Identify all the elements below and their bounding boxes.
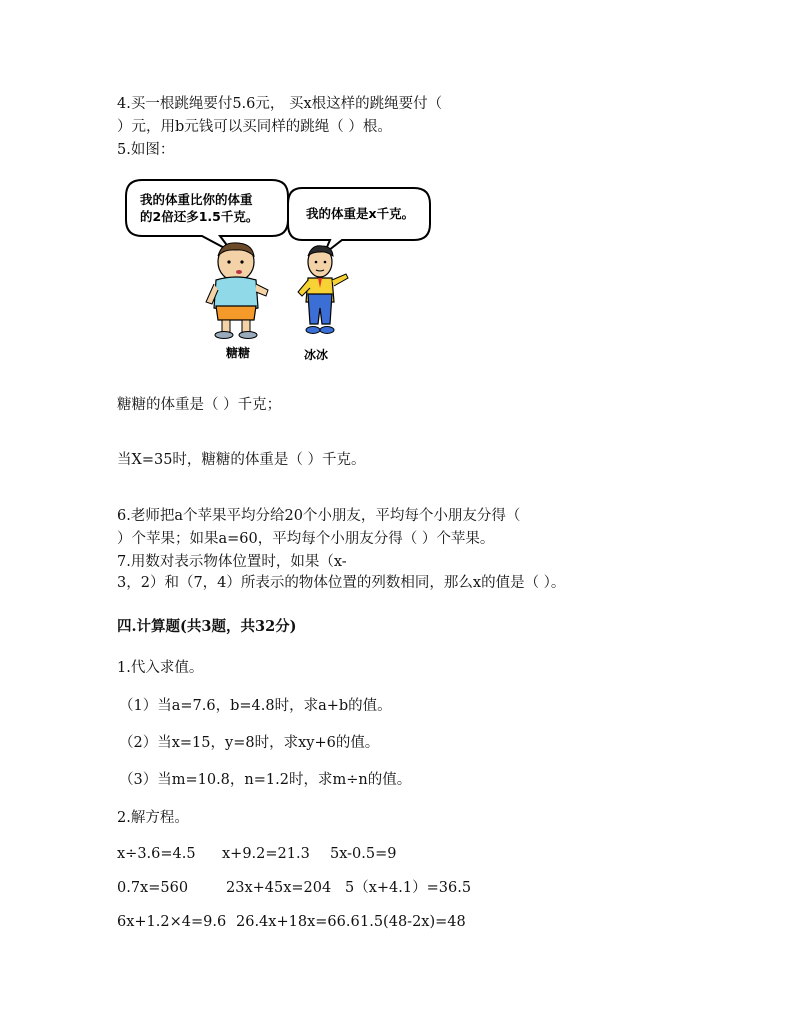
q6-line-1: 6.老师把a个苹果平均分给20个小朋友，平均每个小朋友分得（: [117, 508, 521, 524]
problem-1-item-3: （3）当m=10.8，n=1.2时，求m÷n的值。: [119, 772, 412, 788]
equation-1-1: x÷3.6=4.5: [117, 846, 196, 862]
equation-2-2: 23x+45x=204: [226, 880, 332, 896]
equation-3-3: 1.5(48-2x)=48: [360, 914, 466, 930]
q6-line-2: ）个苹果；如果a=60，平均每个小朋友分得（ ）个苹果。: [117, 531, 495, 547]
equation-1-3: 5x-0.5=9: [330, 846, 397, 862]
equation-1-2: x+9.2=21.3: [222, 846, 310, 862]
problem-2-title: 2.解方程。: [117, 810, 189, 826]
problem-1-item-2: （2）当x=15，y=8时，求xy+6的值。: [119, 735, 380, 751]
bubble-left-line-2: 的2倍还多1.5千克。: [140, 209, 259, 224]
bubble-right-text: 我的体重是x千克。: [306, 206, 415, 221]
problem-1-title: 1.代入求值。: [117, 660, 204, 676]
problem-1-item-1: （1）当a=7.6，b=4.8时，求a+b的值。: [119, 698, 392, 714]
q7-line-2: 3，2）和（7，4）所表示的物体位置的列数相同，那么x的值是（ ）。: [117, 575, 566, 591]
caption-bingbing: 冰冰: [304, 348, 329, 362]
bubble-left-line-1: 我的体重比你的体重: [140, 192, 253, 207]
equation-3-1: 6x+1.2×4=9.6: [117, 914, 227, 930]
boy-bingbing-figure: [294, 244, 358, 344]
caption-tangtang: 糖糖: [226, 346, 251, 360]
q7-line-1: 7.用数对表示物体位置时，如果（x-: [117, 554, 347, 570]
boy-tangtang-figure: [202, 240, 272, 340]
q5-blank-2: 当X=35时，糖糖的体重是（ ）千克。: [117, 452, 366, 468]
equation-3-2: 26.4x+18x=66.6: [236, 914, 360, 930]
q5-illustration: [118, 174, 438, 364]
equation-2-3: 5（x+4.1）=36.5: [345, 880, 472, 896]
q5-intro: 5.如图：: [117, 142, 175, 158]
q5-blank-1: 糖糖的体重是（ ）千克；: [117, 397, 282, 413]
q4-line-1: 4.买一根跳绳要付5.6元， 买x根这样的跳绳要付（: [117, 96, 443, 112]
equation-2-1: 0.7x=560: [117, 880, 189, 896]
q4-line-2: ）元，用b元钱可以买同样的跳绳（ ）根。: [117, 119, 392, 135]
section-4-heading: 四.计算题(共3题，共32分): [117, 618, 297, 635]
